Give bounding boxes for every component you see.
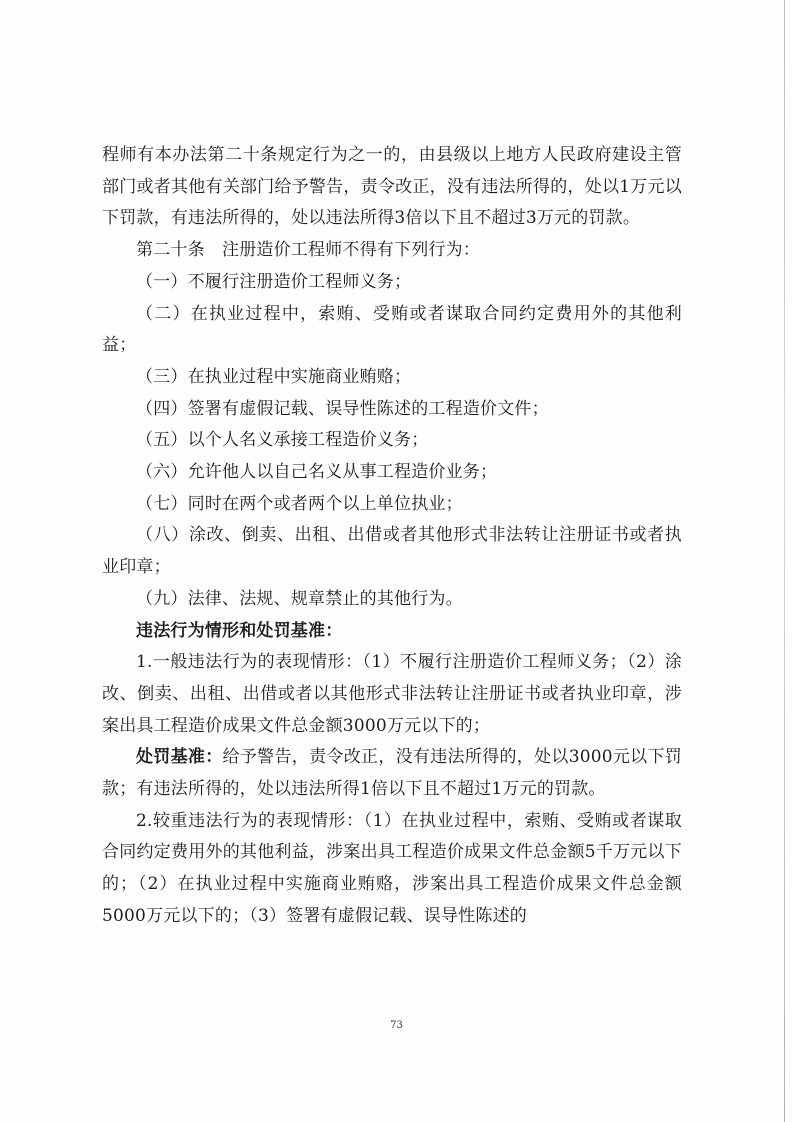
list-item: （六）允许他人以自己名义从事工程造价业务； (136, 462, 498, 483)
penalty-label: 处罚基准： (136, 747, 223, 768)
article-twenty-title: 第二十条 注册造价工程师不得有下列行为： (136, 240, 480, 261)
serious-case-paragraph: 2.较重违法行为的表现情形：（1）在执业过程中，索贿、受贿或者谋取合同约定费用外的其他利益，涉案出具工程造价成果文件总金额5千万元以下的；（2）在执业过程中实施商业贿赂，涉案出具工程造价成果文件总金额5000万元以下的；（3）签署有虚假记载、误导性陈述的 (102, 810, 682, 926)
penalty-paragraph (102, 742, 682, 805)
list-item: （八）涂改、倒卖、出租、出借或者其他形式非法转让注册证书或者执业印章； (102, 525, 682, 578)
scan-edge-line (784, 0, 785, 1122)
page-number: 73 (390, 1020, 403, 1031)
list-item: （三）在执业过程中实施商业贿赂； (136, 366, 412, 387)
document-body (102, 140, 682, 933)
list-item: （四）签署有虚假记载、误导性陈述的工程造价文件； (136, 398, 549, 419)
continued-paragraph: 程师有本办法第二十条规定行为之一的，由县级以上地方人民政府建设主管部门或者其他有关部门给予警告，责令改正，没有违法所得的，处以1万元以下罚款，有违法所得的，处以违法所得3倍以下且不超过3万元的罚款。 (102, 145, 682, 229)
list-item: （七）同时在两个或者两个以上单位执业； (136, 493, 463, 514)
penalty-text: 给予警告，责令改正，没有违法所得的，处以3000元以下罚款；有违法所得的，处以违法所得1倍以下且不超过1万元的罚款。 (102, 747, 682, 800)
section-heading: 违法行为情形和处罚基准： (136, 620, 343, 641)
list-item: （五）以个人名义承接工程造价义务； (136, 430, 429, 451)
list-item: （二）在执业过程中，索贿、受贿或者谋取合同约定费用外的其他利益； (102, 303, 682, 356)
list-item: （一）不履行注册造价工程师义务； (136, 271, 412, 292)
general-case-paragraph: 1.一般违法行为的表现情形：（1）不履行注册造价工程师义务；（2）涂改、倒卖、出租、出借或者以其他形式非法转让注册证书或者执业印章，涉案出具工程造价成果文件总金额3000万元以下的； (102, 652, 682, 736)
list-item: （九）法律、法规、规章禁止的其他行为。 (136, 588, 463, 609)
